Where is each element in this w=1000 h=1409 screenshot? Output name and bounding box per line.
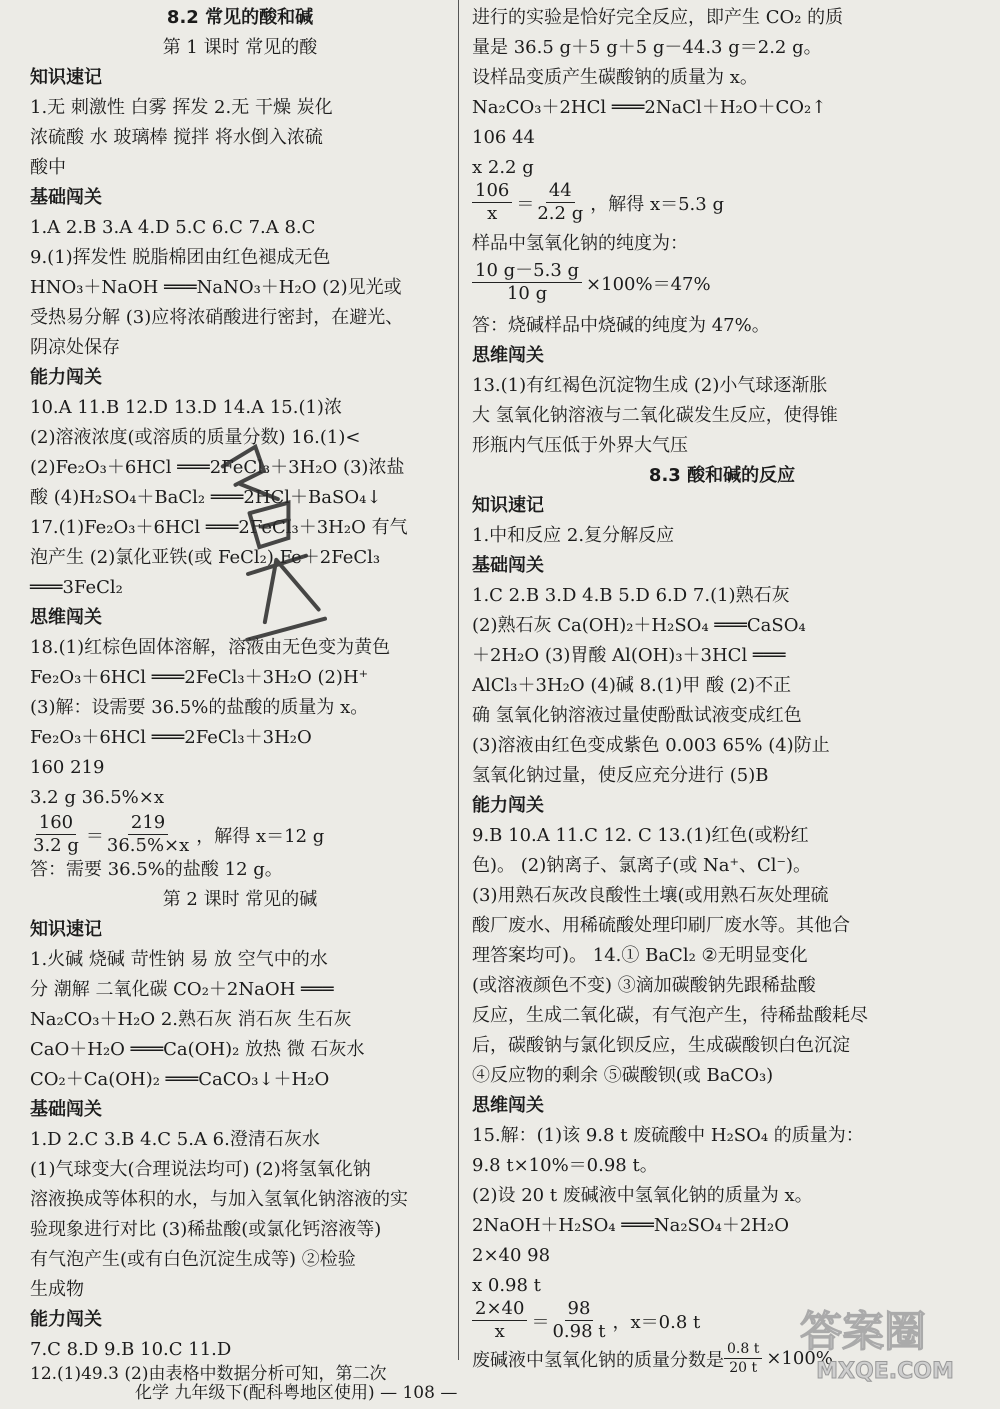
answer-line: 1.A 2.B 3.A 4.D 5.C 6.C 7.A 8.C — [30, 217, 316, 238]
numerator: 10 g－5.3 g — [472, 260, 582, 283]
answer-line: 酸厂废水、用稀硫酸处理印刷厂废水等。其他合 — [472, 915, 850, 936]
answer-line: (1)气球变大(合理说法均可) (2)将氢氧化钠 — [30, 1159, 371, 1180]
answer-line: 9.B 10.A 11.C 12. C 13.(1)红色(或粉红 — [472, 825, 809, 846]
denominator: x — [487, 203, 498, 224]
answer-line: Na₂CO₃＋H₂O 2.熟石灰 消石灰 生石灰 — [30, 1009, 352, 1030]
denominator: 0.98 t — [552, 1321, 606, 1342]
answer-line: 分 潮解 二氧化碳 CO₂＋2NaOH ═══ — [30, 979, 334, 1000]
heading-knowledge: 知识速记 — [472, 495, 544, 516]
fraction-equation — [30, 812, 324, 857]
fraction-equation — [472, 180, 724, 225]
answer-line: 确 氢氧化钠溶液过量使酚酞试液变成红色 — [472, 705, 802, 726]
answer-line: 有气泡产生(或有白色沉淀生成等) ②检验 — [30, 1249, 356, 1270]
answer-line: 1.中和反应 2.复分解反应 — [472, 525, 675, 546]
denominator: 3.2 g — [33, 835, 79, 856]
answer-line: CO₂＋Ca(OH)₂ ═══CaCO₃↓＋H₂O — [30, 1069, 330, 1090]
denominator: 36.5%×x — [106, 835, 190, 856]
fraction-result: ，解得 x＝5.3 g — [590, 193, 724, 215]
answer-line: 设样品变质产生碳酸钠的质量为 x。 — [472, 67, 758, 88]
answer-line: 受热易分解 (3)应将浓硝酸进行密封，在避光、 — [30, 307, 404, 328]
logo-text-top: 答案圈 — [800, 1307, 927, 1356]
heading-ability: 能力闯关 — [30, 1309, 102, 1330]
page-footer: 化学 九年级下(配科粤地区使用) — 108 — — [135, 1383, 458, 1403]
answer-line: 答：需要 36.5%的盐酸 12 g。 — [30, 859, 283, 880]
answer-line: 验现象进行对比 (3)稀盐酸(或氯化钙溶液等) — [30, 1219, 382, 1240]
answer-line: CaO＋H₂O ═══Ca(OH)₂ 放热 微 石灰水 — [30, 1039, 365, 1060]
equation-line: 2NaOH＋H₂SO₄ ═══Na₂SO₄＋2H₂O — [472, 1215, 789, 1236]
equation-line: 160 219 — [30, 757, 105, 778]
answer-line: 氢氧化钠过量，使反应充分进行 (5)B — [472, 765, 769, 786]
lesson2-title: 第 2 课时 常见的碱 — [162, 889, 318, 910]
answer-line: 1.C 2.B 3.D 4.B 5.D 6.D 7.(1)熟石灰 — [472, 585, 790, 606]
heading-basic: 基础闯关 — [472, 555, 544, 576]
answer-line: 9.8 t×10%＝0.98 t。 — [472, 1155, 658, 1176]
fraction-equation — [472, 1340, 833, 1377]
answer-line: 17.(1)Fe₂O₃＋6HCl ═══2FeCl₃＋3H₂O 有气 — [30, 517, 408, 538]
equation-line: x 0.98 t — [472, 1275, 541, 1296]
answer-line: HNO₃＋NaOH ═══NaNO₃＋H₂O (2)见光或 — [30, 277, 402, 298]
answer-line: (2)设 20 t 废碱液中氢氧化钠的质量为 x。 — [472, 1185, 813, 1206]
numerator: 98 — [565, 1298, 594, 1321]
equation-line: x 2.2 g — [472, 157, 534, 178]
numerator: 160 — [36, 812, 76, 835]
equals-sign: ＝ — [85, 825, 104, 847]
answer-line: 15.解：(1)该 9.8 t 废硫酸中 H₂SO₄ 的质量为： — [472, 1125, 864, 1146]
heading-knowledge: 知识速记 — [30, 67, 102, 88]
fraction-result: ×100%＝47% — [586, 273, 711, 295]
answer-line: 样品中氢氧化钠的纯度为： — [472, 233, 688, 254]
site-logo-watermark — [800, 1299, 970, 1384]
numerator: 106 — [472, 180, 512, 203]
answer-line: 色)。 (2)钠离子、氯离子(或 Na⁺、Cl⁻)。 — [472, 855, 812, 876]
answer-line: Fe₂O₃＋6HCl ═══2FeCl₃＋3H₂O (2)H⁺ — [30, 667, 369, 688]
answer-line: 13.(1)有红褐色沉淀物生成 (2)小气球逐渐胀 — [472, 375, 828, 396]
answer-line: (2)Fe₂O₃＋6HCl ═══2FeCl₃＋3H₂O (3)浓盐 — [30, 457, 405, 478]
answer-line: ═══3FeCl₂ — [30, 577, 123, 598]
fraction-equation — [472, 1298, 700, 1343]
answer-line: 18.(1)红棕色固体溶解，溶液由无色变为黄色 — [30, 637, 391, 658]
fraction-result: ，解得 x＝12 g — [196, 825, 325, 847]
answer-line: 答：烧碱样品中烧碱的纯度为 47%。 — [472, 315, 770, 336]
heading-thinking: 思维闯关 — [30, 607, 102, 628]
denominator: 10 g — [506, 283, 548, 304]
denominator: 2.2 g — [537, 203, 584, 224]
answer-line: (3)用熟石灰改良酸性土壤(或用熟石灰处理硫 — [472, 885, 829, 906]
heading-thinking: 思维闯关 — [472, 345, 544, 366]
lesson1-title: 第 1 课时 常见的酸 — [162, 37, 318, 58]
answer-line: 生成物 — [30, 1279, 84, 1300]
equation-line: 3.2 g 36.5%×x — [30, 787, 165, 808]
answer-line: 12.(1)49.3 (2)由表格中数据分析可知，第二次 — [30, 1364, 387, 1384]
answer-line: (或溶液颜色不变) ③滴加碳酸钠先跟稀盐酸 — [472, 975, 816, 996]
answer-line: 泡产生 (2)氯化亚铁(或 FeCl₂) Fe＋2FeCl₃ — [30, 547, 381, 568]
answer-line: 1.无 刺激性 白雾 挥发 2.无 干燥 炭化 — [30, 97, 333, 118]
numerator: 219 — [128, 812, 168, 835]
numerator: 2×40 — [472, 1298, 527, 1321]
equation-line: Fe₂O₃＋6HCl ═══2FeCl₃＋3H₂O — [30, 727, 312, 748]
answer-line: 大 氢氧化钠溶液与二氧化碳发生反应，使得锥 — [472, 405, 838, 426]
section-title-8-2: 8.2 常见的酸和碱 — [166, 7, 314, 28]
heading-basic: 基础闯关 — [30, 1099, 102, 1120]
numerator: 0.8 t — [724, 1340, 762, 1359]
answer-line: 形瓶内气压低于外界大气压 — [472, 435, 688, 456]
answer-line: 进行的实验是恰好完全反应，即产生 CO₂ 的质 — [472, 7, 844, 28]
denominator: x — [494, 1321, 505, 1342]
fraction-equation — [472, 260, 711, 305]
equals-sign: ＝ — [531, 1311, 550, 1333]
equals-sign: ＝ — [516, 193, 535, 215]
denominator: 20 t — [729, 1360, 758, 1376]
answer-line: 酸中 — [30, 157, 66, 178]
heading-ability: 能力闯关 — [472, 795, 544, 816]
section-title-8-3: 8.3 酸和碱的反应 — [648, 465, 796, 486]
heading-basic: 基础闯关 — [30, 187, 102, 208]
answer-line: (2)熟石灰 Ca(OH)₂＋H₂SO₄ ═══CaSO₄ — [472, 615, 806, 636]
logo-text-bottom: MXQE.COM — [816, 1359, 954, 1384]
answer-line: 量是 36.5 g＋5 g＋5 g－44.3 g＝2.2 g。 — [472, 37, 822, 58]
answer-line: 1.D 2.C 3.B 4.C 5.A 6.澄清石灰水 — [30, 1129, 320, 1150]
answer-line: 9.(1)挥发性 脱脂棉团由红色褪成无色 — [30, 247, 331, 268]
equation-line: 2×40 98 — [472, 1245, 551, 1266]
answer-line: AlCl₃＋3H₂O (4)碱 8.(1)甲 酸 (2)不正 — [472, 675, 792, 696]
answer-line: 后，碳酸钠与氯化钡反应，生成碳酸钡白色沉淀 — [472, 1035, 850, 1056]
fraction-result: ，x＝0.8 t — [612, 1311, 701, 1333]
answer-line: 浓硫酸 水 玻璃棒 搅拌 将水倒入浓硫 — [30, 127, 323, 148]
column-divider — [458, 0, 459, 1360]
numerator: 44 — [546, 180, 575, 203]
answer-line: ④反应物的剩余 ⑤碳酸钡(或 BaCO₃) — [472, 1065, 774, 1086]
answer-line: 1.火碱 烧碱 苛性钠 易 放 空气中的水 — [30, 949, 328, 970]
answer-line: 废碱液中氢氧化钠的质量分数是 — [472, 1349, 724, 1371]
answer-line: 反应，生成二氧化碳，有气泡产生，待稀盐酸耗尽 — [472, 1005, 868, 1026]
equation-line: Na₂CO₃＋2HCl ═══2NaCl＋H₂O＋CO₂↑ — [472, 97, 827, 118]
answer-line: 阴凉处保存 — [30, 337, 120, 358]
answer-line: 10.A 11.B 12.D 13.D 14.A 15.(1)浓 — [30, 397, 342, 418]
answer-line: (3)溶液由红色变成紫色 0.003 65% (4)防止 — [472, 735, 830, 756]
answer-line: (2)溶液浓度(或溶质的质量分数) 16.(1)< — [30, 427, 361, 448]
answer-line: (3)解：设需要 36.5%的盐酸的质量为 x。 — [30, 697, 369, 718]
heading-ability: 能力闯关 — [30, 367, 102, 388]
heading-thinking: 思维闯关 — [472, 1095, 544, 1116]
answer-line: 溶液换成等体积的水，与加入氢氧化钠溶液的实 — [30, 1189, 408, 1210]
answer-line: 7.C 8.D 9.B 10.C 11.D — [30, 1339, 232, 1360]
answer-line: ＋2H₂O (3)胃酸 Al(OH)₃＋3HCl ═══ — [472, 645, 786, 666]
answer-line: 理答案均可)。 14.① BaCl₂ ②无明显变化 — [472, 945, 808, 966]
fraction-result: ×100% — [766, 1348, 833, 1369]
equation-line: 106 44 — [472, 127, 535, 148]
answer-line: 酸 (4)H₂SO₄＋BaCl₂ ═══2HCl＋BaSO₄↓ — [30, 487, 382, 508]
heading-knowledge: 知识速记 — [30, 919, 102, 940]
